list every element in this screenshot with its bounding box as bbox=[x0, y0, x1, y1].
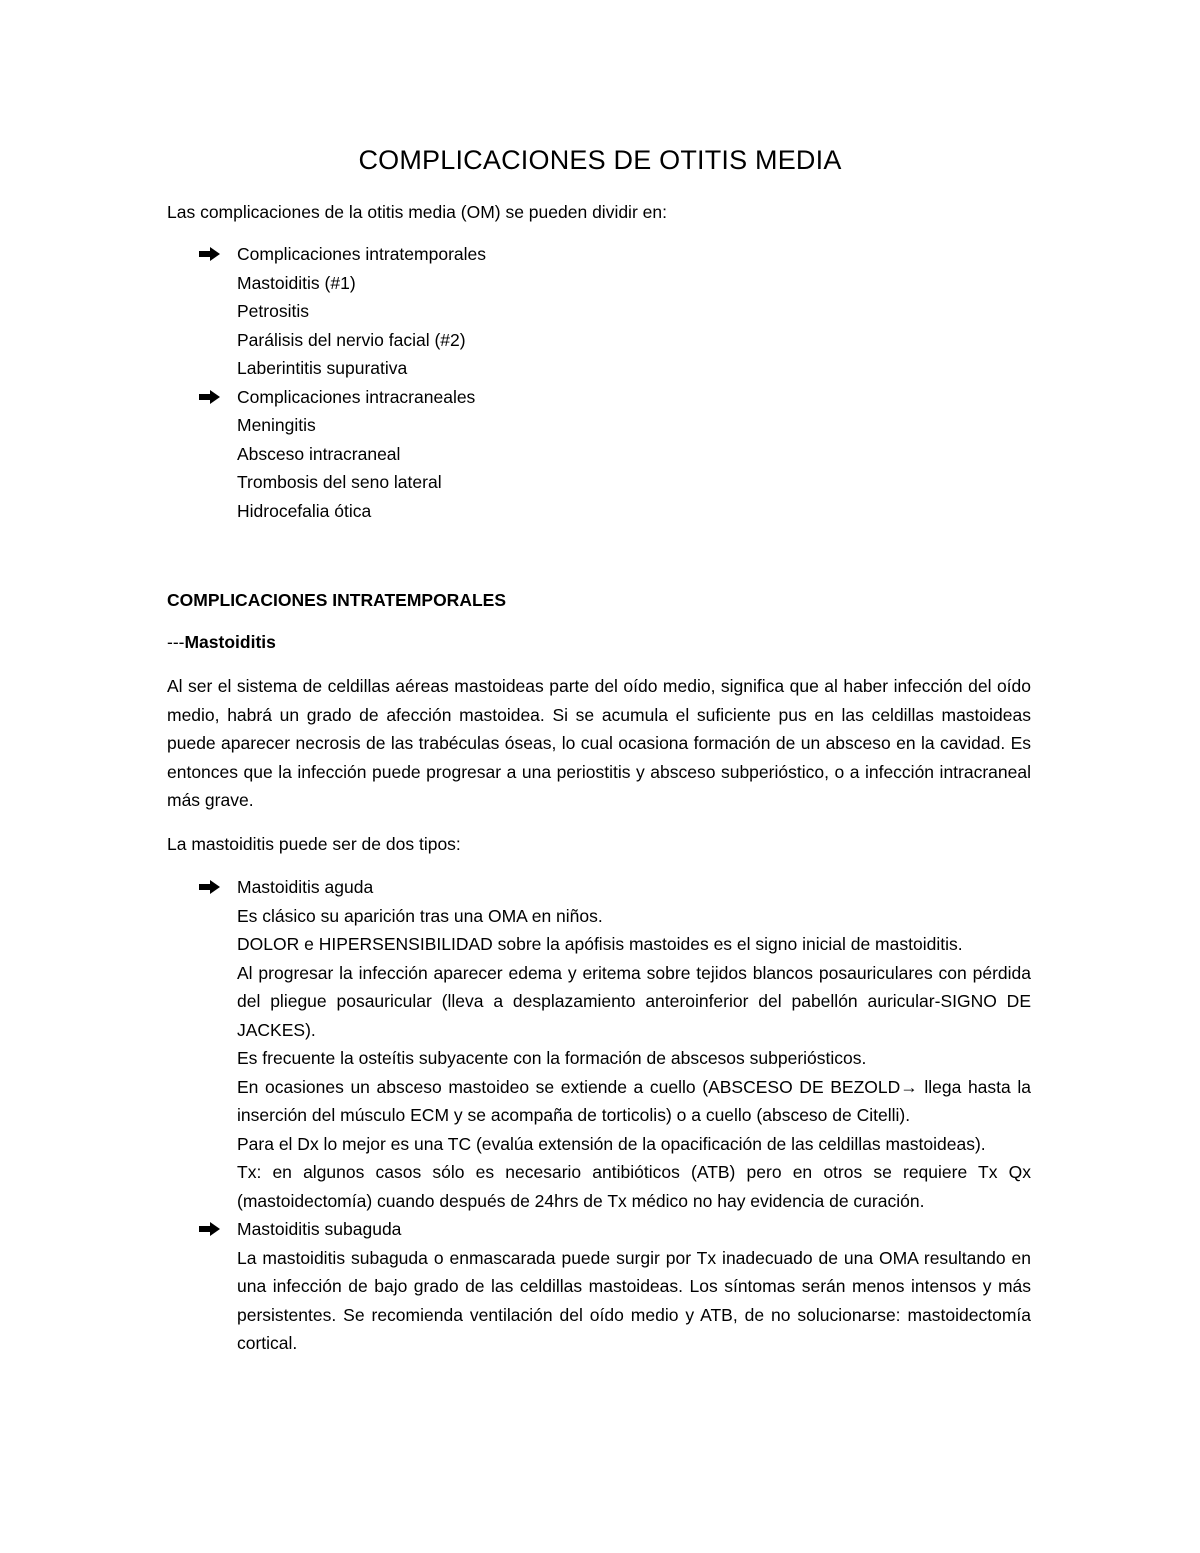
list-item-category bbox=[198, 240, 486, 269]
list-item-acute bbox=[198, 873, 1031, 1215]
acute-line: Al progresar la infección aparecer edema y eritema sobre tejidos blancos posauriculares con pérdida del pliegue posauricular (lleva a desplazamiento anteroinferior del pabellón auricular-SIGNO DE JACKES). bbox=[237, 962, 1031, 1040]
list-item: Laberintitis supurativa bbox=[237, 358, 408, 378]
arrow-right-icon bbox=[198, 389, 222, 405]
acute-line: En ocasiones un absceso mastoideo se extiende a cuello (ABSCESO DE BEZOLD→ llega hasta la inserción del músculo ECM y se acompaña de torticolis) o a cuello (absceso de Citelli). bbox=[237, 1076, 1031, 1125]
category-label: Complicaciones intratemporales bbox=[237, 244, 486, 264]
subsection-prefix: --- bbox=[167, 632, 185, 652]
mastoiditis-types-list bbox=[198, 873, 1031, 1358]
list-item-subacute bbox=[198, 1215, 1031, 1358]
subsection-title: Mastoiditis bbox=[184, 632, 276, 652]
subacute-text: La mastoiditis subaguda o enmascarada puede surgir por Tx inadecuado de una OMA resultando en una infección de bajo grado de las celdillas mastoideas. Los síntomas serán menos intensos y más persistentes. Se recomienda ventilación del oído medio y ATB, de no solucionarse: mastoidectomía cortical. bbox=[237, 1247, 1031, 1353]
arrow-right-icon bbox=[198, 1221, 222, 1237]
list-item: Petrositis bbox=[237, 301, 309, 321]
acute-line: Es clásico su aparición tras una OMA en niños. bbox=[237, 905, 603, 926]
page-title: COMPLICACIONES DE OTITIS MEDIA bbox=[358, 145, 842, 175]
acute-line: Es frecuente la osteítis subyacente con la formación de abscesos subperiósticos. bbox=[237, 1048, 867, 1068]
subacute-label: Mastoiditis subaguda bbox=[237, 1219, 402, 1239]
acute-line: Tx: en algunos casos sólo es necesario antibióticos (ATB) pero en otros se requiere Tx Qx (mastoidectomía) cuando después de 24hrs de Tx médico no hay evidencia de curación. bbox=[237, 1162, 1031, 1211]
arrow-right-icon bbox=[198, 246, 222, 262]
section-heading: COMPLICACIONES INTRATEMPORALES bbox=[167, 590, 506, 610]
list-item: Trombosis del seno lateral bbox=[237, 472, 442, 492]
subsection-heading bbox=[167, 628, 276, 657]
list-item: Absceso intracraneal bbox=[237, 443, 401, 464]
category-label: Complicaciones intracraneales bbox=[237, 386, 476, 407]
acute-line: Para el Dx lo mejor es una TC (evalúa extensión de la opacificación de las celdillas mastoideas). bbox=[237, 1133, 986, 1154]
arrow-right-icon bbox=[198, 879, 222, 895]
list-item: Parálisis del nervio facial (#2) bbox=[237, 329, 466, 350]
list-item: Meningitis bbox=[237, 415, 316, 435]
list-item: Hidrocefalia ótica bbox=[237, 500, 372, 521]
classification-list bbox=[198, 240, 486, 525]
paragraph: Al ser el sistema de celdillas aéreas mastoideas parte del oído medio, significa que al haber infección del oído medio, habrá un grado de afección mastoidea. Si se acumula el suficiente pus en las celdillas mastoideas puede aparecer necrosis de las trabéculas óseas, lo cual ocasiona formación de un absceso en la cavidad. Es entonces que la infección puede progresar a una periostitis y absceso subperióstico, o a infección intracraneal más grave. bbox=[167, 676, 1031, 810]
acute-line: DOLOR e HIPERSENSIBILIDAD sobre la apófisis mastoides es el signo inicial de mastoiditis. bbox=[237, 934, 963, 954]
intro-text: Las complicaciones de la otitis media (OM) se pueden dividir en: bbox=[167, 202, 667, 222]
acute-label: Mastoiditis aguda bbox=[237, 877, 374, 897]
list-item-category bbox=[198, 383, 486, 412]
types-intro: La mastoiditis puede ser de dos tipos: bbox=[167, 834, 461, 854]
list-item: Mastoiditis (#1) bbox=[237, 272, 356, 293]
